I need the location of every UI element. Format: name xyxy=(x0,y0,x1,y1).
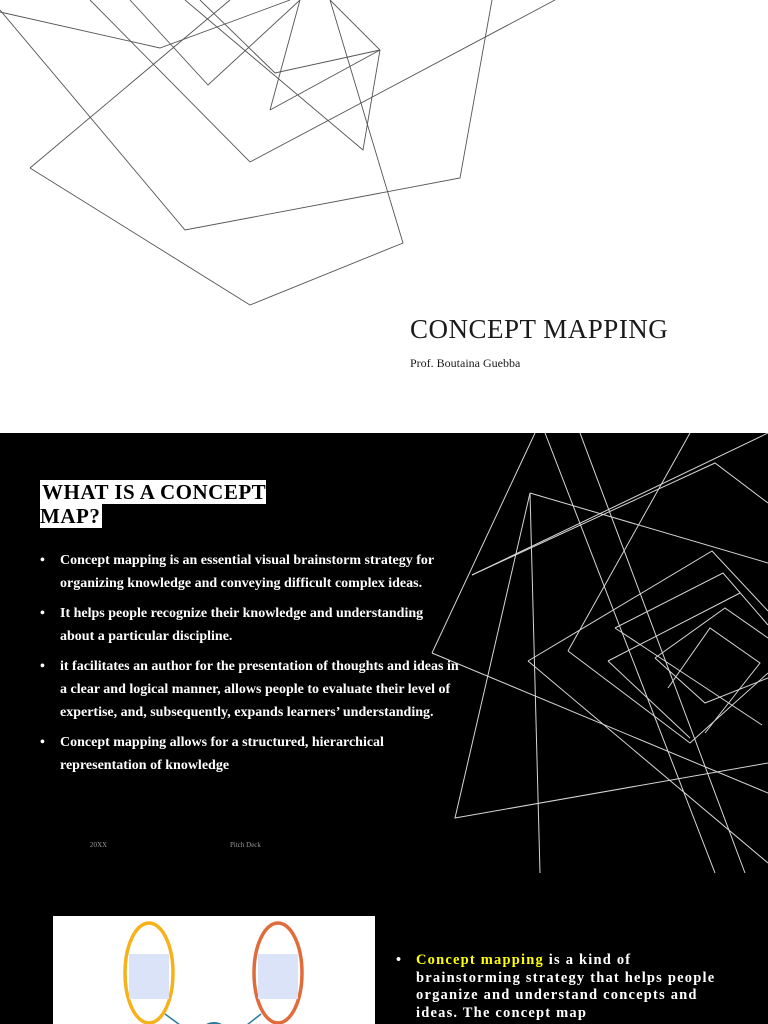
bullet-icon: • xyxy=(40,659,45,674)
explanation-bullets xyxy=(396,952,726,1022)
bullet-icon: • xyxy=(40,735,45,750)
slide-heading: WHAT IS A CONCEPT MAP? xyxy=(40,480,267,528)
concept-map-slide xyxy=(0,873,768,1024)
connector-line xyxy=(233,1014,261,1024)
concept-map-graphic xyxy=(53,916,375,1024)
bullet-item xyxy=(396,952,726,1022)
title-slide xyxy=(0,0,768,433)
definition-bullets xyxy=(40,549,460,784)
presentation-title: CONCEPT MAPPING xyxy=(410,314,669,344)
bullet-icon: • xyxy=(396,952,403,968)
concept-map-diagram xyxy=(53,916,375,1024)
bullet-text: is a kind of brainstorming strategy that helps people organize and understand concepts and ideas. The concept map xyxy=(416,952,716,1021)
bullet-icon: • xyxy=(40,553,45,568)
definition-slide xyxy=(0,433,768,873)
node-label-box xyxy=(129,954,169,999)
bullet-item: • It helps people recognize their knowledge and understanding about a particular discipline. xyxy=(40,602,460,648)
bullet-item: • it facilitates an author for the presentation of thoughts and ideas in a clear and logical manner, allows people to evaluate their level of expertise, and, subsequently, expands learners’ understanding. xyxy=(40,655,460,724)
node-label-box xyxy=(258,954,298,999)
footer-date: 20XX xyxy=(90,841,108,849)
bullet-item: • Concept mapping allows for a structured, hierarchical representation of knowledge xyxy=(40,731,460,777)
bullet-icon: • xyxy=(40,606,45,621)
decorative-line-art xyxy=(0,0,768,433)
connector-line xyxy=(165,1014,195,1024)
footer-label: Pitch Deck xyxy=(230,841,261,849)
author-name: Prof. Boutaina Guebba xyxy=(410,356,521,370)
highlighted-term: Concept mapping xyxy=(416,952,544,968)
bullet-item: • Concept mapping is an essential visual brainstorm strategy for organizing knowledge and conveying difficult complex ideas. xyxy=(40,549,460,595)
